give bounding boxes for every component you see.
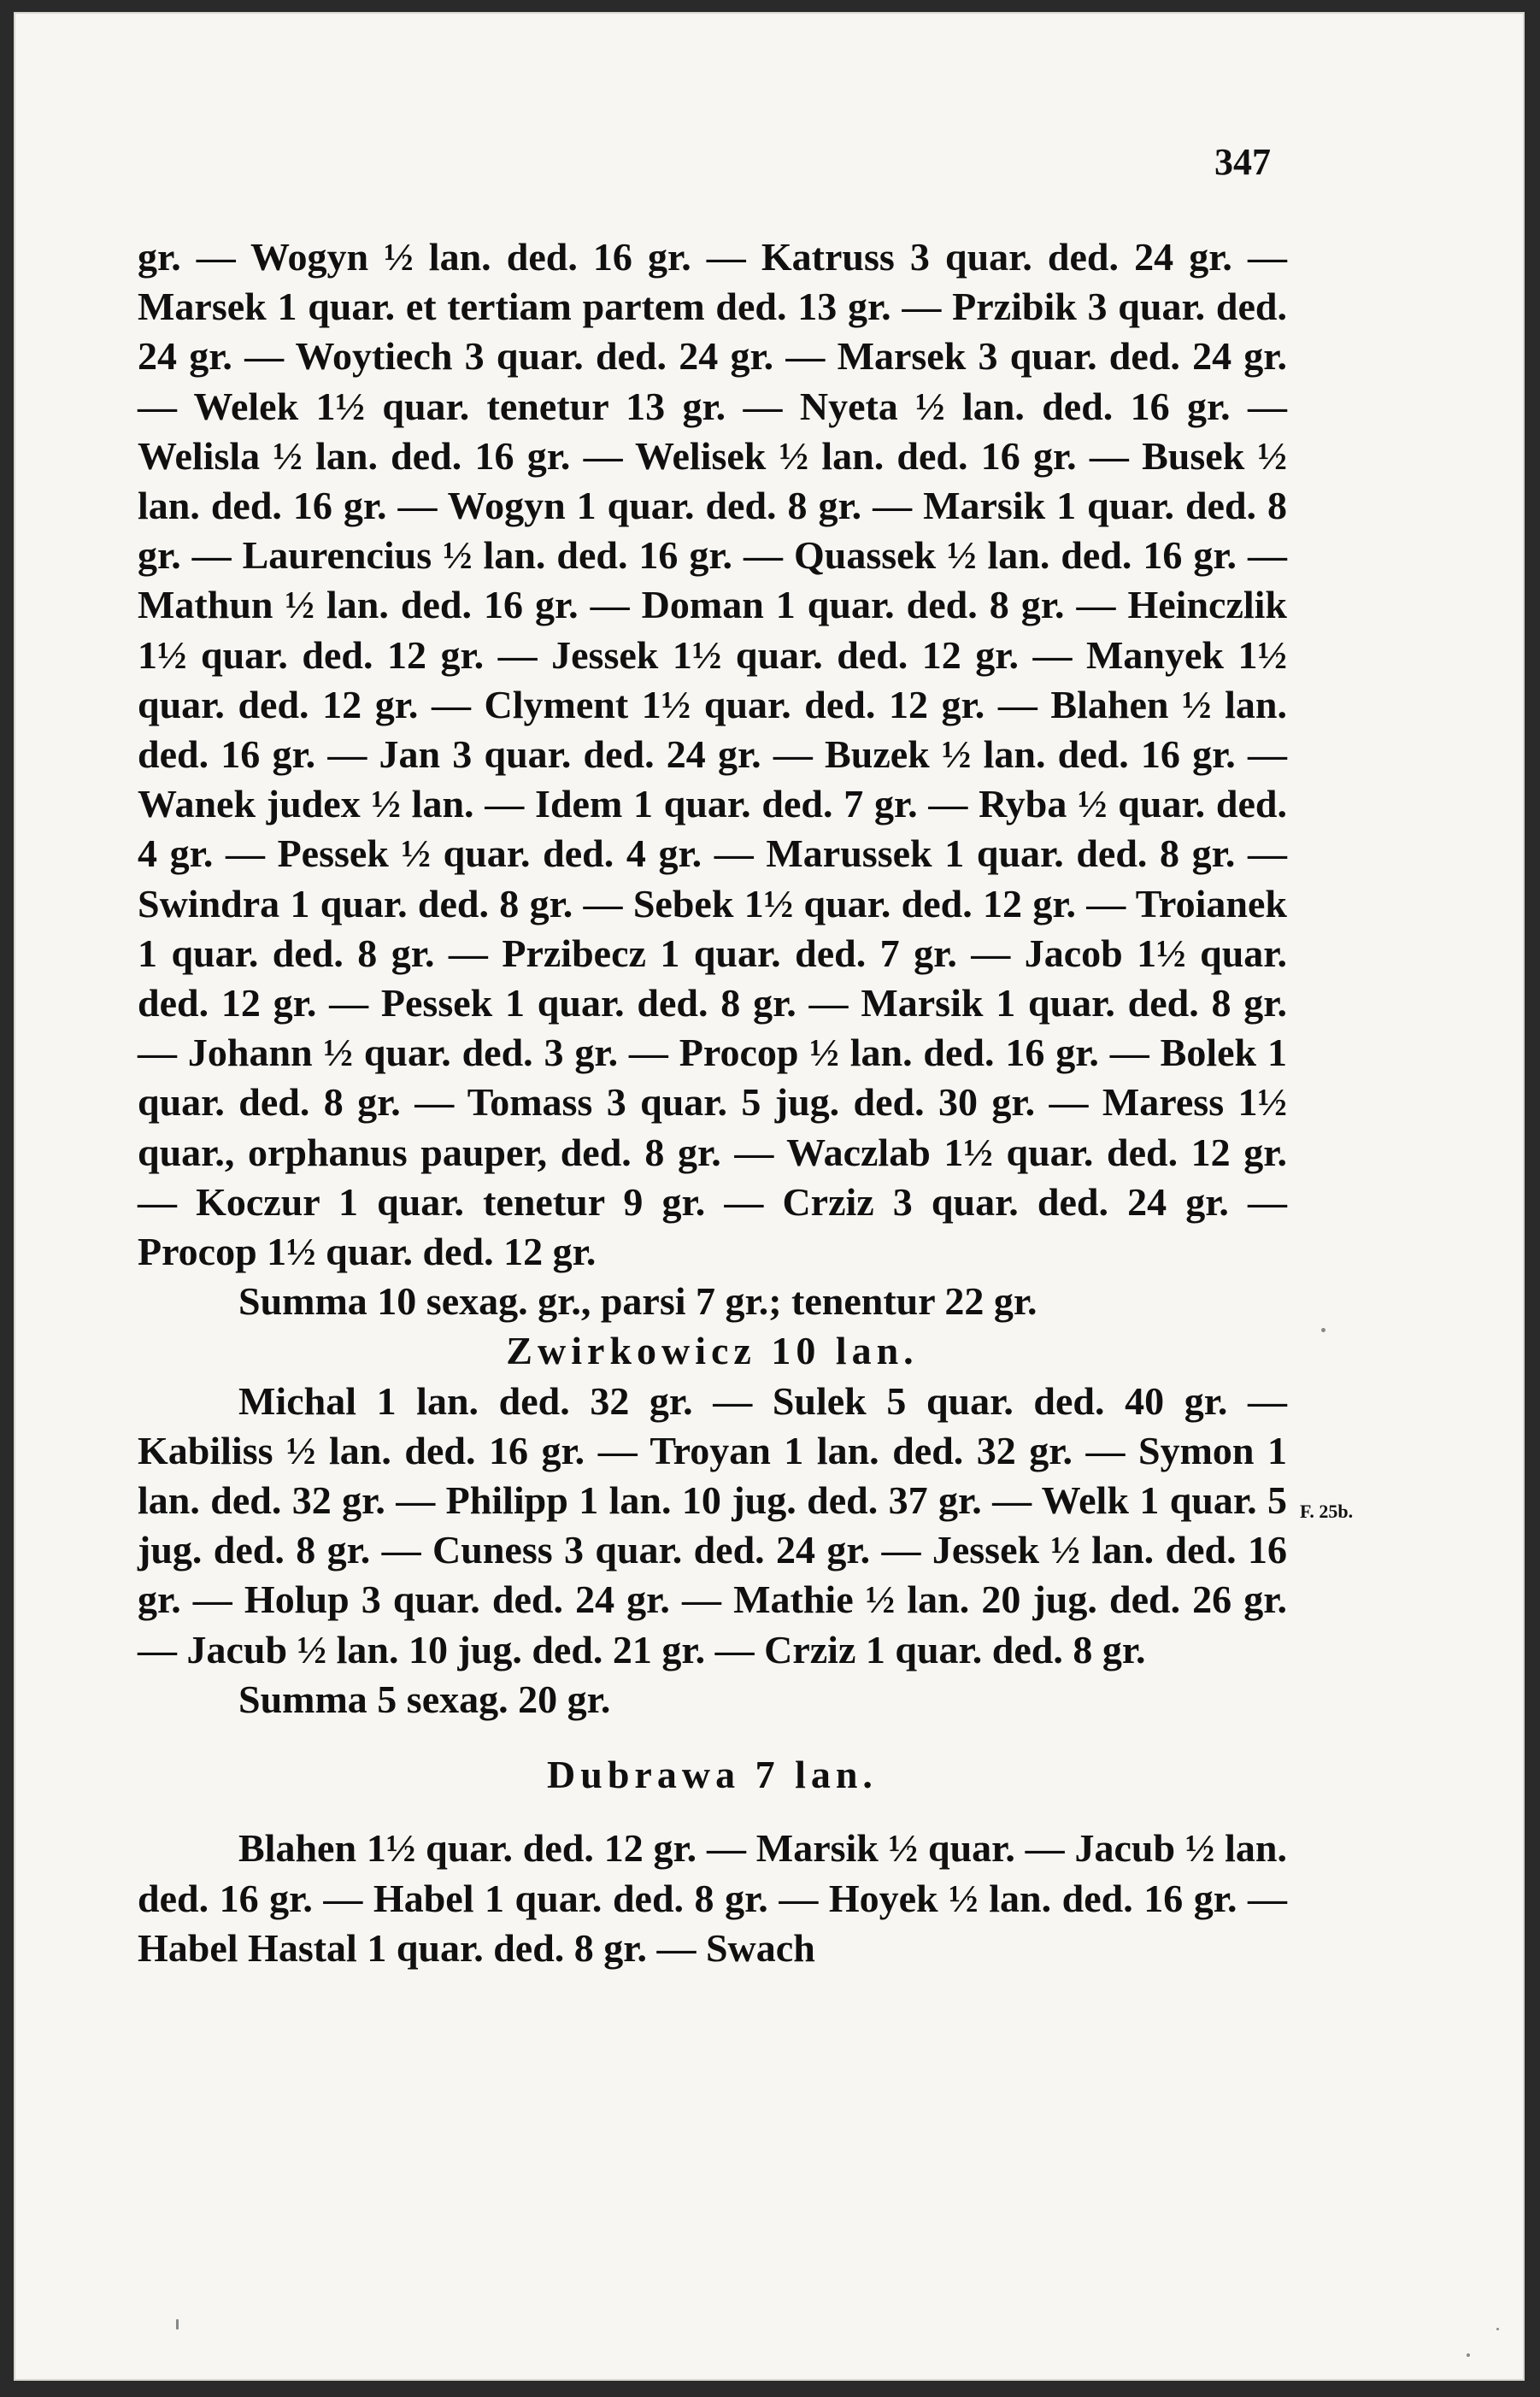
paper-speck xyxy=(1321,1328,1325,1332)
section-heading-zwirkowicz: Zwirkowicz 10 lan. xyxy=(506,1329,919,1373)
document-page xyxy=(14,12,1525,2381)
folio-margin-note: F. 25b. xyxy=(1300,1501,1354,1522)
paper-speck xyxy=(1496,2328,1499,2330)
summa-line-1: Summa 10 sexag. gr., parsi 7 gr.; tenentur 22 gr. xyxy=(238,1279,1037,1324)
page-number: 347 xyxy=(1214,141,1271,183)
paragraph-zwirkowicz-list: Michal 1 lan. ded. 32 gr. — Sulek 5 quar. ded. 40 gr. — Kabiliss ½ lan. ded. 16 gr. — Troyan 1 lan. ded. 32 gr. — Symon 1 lan. ded. 32 gr. — Philipp 1 lan. 10 jug. ded. 37 gr. — Welk 1 quar. 5 jug. ded. 8 gr. — Cuness 3 quar. ded. 24 gr. — Jessek ½ lan. ded. 16 gr. — Holup 3 quar. ded. 24 gr. — Mathie ½ lan. 20 jug. ded. 26 gr. — Jacub ½ lan. 10 jug. ded. 21 gr. — Crziz 1 quar. ded. 8 gr. xyxy=(138,1378,1287,1671)
text-body xyxy=(138,232,1287,1973)
paragraph-wogyn-list: gr. — Wogyn ½ lan. ded. 16 gr. — Katruss 3 quar. ded. 24 gr. — Marsek 1 quar. et tertiam partem ded. 13 gr. — Przibik 3 quar. ded. 24 gr. — Woytiech 3 quar. ded. 24 gr. — Marsek 3 quar. ded. 24 gr. — Welek 1½ quar. tenetur 13 gr. — Nyeta ½ lan. ded. 16 gr. — Welisla ½ lan. ded. 16 gr. — Welisek ½ lan. ded. 16 gr. — Busek ½ lan. ded. 16 gr. — Wogyn 1 quar. ded. 8 gr. — Marsik 1 quar. ded. 8 gr. — Laurencius ½ lan. ded. 16 gr. — Quassek ½ lan. ded. 16 gr. — Mathun ½ lan. ded. 16 gr. — Doman 1 quar. ded. 8 gr. — Heinczlik 1½ quar. ded. 12 gr. — Jessek 1½ quar. ded. 12 gr. — Manyek 1½ quar. ded. 12 gr. — Clyment 1½ quar. ded. 12 gr. — Blahen ½ lan. ded. 16 gr. — Jan 3 quar. ded. 24 gr. — Buzek ½ lan. ded. 16 gr. — Wanek judex ½ lan. — Idem 1 quar. ded. 7 gr. — Ryba ½ quar. ded. 4 gr. — Pessek ½ quar. ded. 4 gr. — Marussek 1 quar. ded. 8 gr. — Swindra 1 quar. ded. 8 gr. — Sebek 1½ quar. ded. 12 gr. — Troianek 1 quar. ded. 8 gr. — Przibecz 1 quar. ded. 7 gr. — Jacob 1½ quar. ded. 12 gr. — Pessek 1 quar. ded. 8 gr. — Marsik 1 quar. ded. 8 gr. — Johann ½ quar. ded. 3 gr. — Procop ½ lan. ded. 16 gr. — Bolek 1 quar. ded. 8 gr. — Tomass 3 quar. 5 jug. ded. 30 gr. — Maress 1½ quar., orphanus pauper, ded. 8 gr. — Waczlab 1½ quar. ded. 12 gr. — Koczur 1 quar. tenetur 9 gr. — Crziz 3 quar. ded. 24 gr. — Procop 1½ quar. ded. 12 gr. xyxy=(138,235,1287,1274)
paragraph-dubrawa-list: Blahen 1½ quar. ded. 12 gr. — Marsik ½ quar. — Jacub ½ lan. ded. 16 gr. — Habel 1 quar. ded. 8 gr. — Hoyek ½ lan. ded. 16 gr. — Habel Hastal 1 quar. ded. 8 gr. — Swach xyxy=(138,1826,1287,1970)
summa-line-2: Summa 5 sexag. 20 gr. xyxy=(238,1677,611,1721)
paper-speck xyxy=(176,2319,179,2329)
paper-speck xyxy=(1467,2353,1470,2357)
section-heading-dubrawa: Dubrawa 7 lan. xyxy=(547,1753,878,1797)
